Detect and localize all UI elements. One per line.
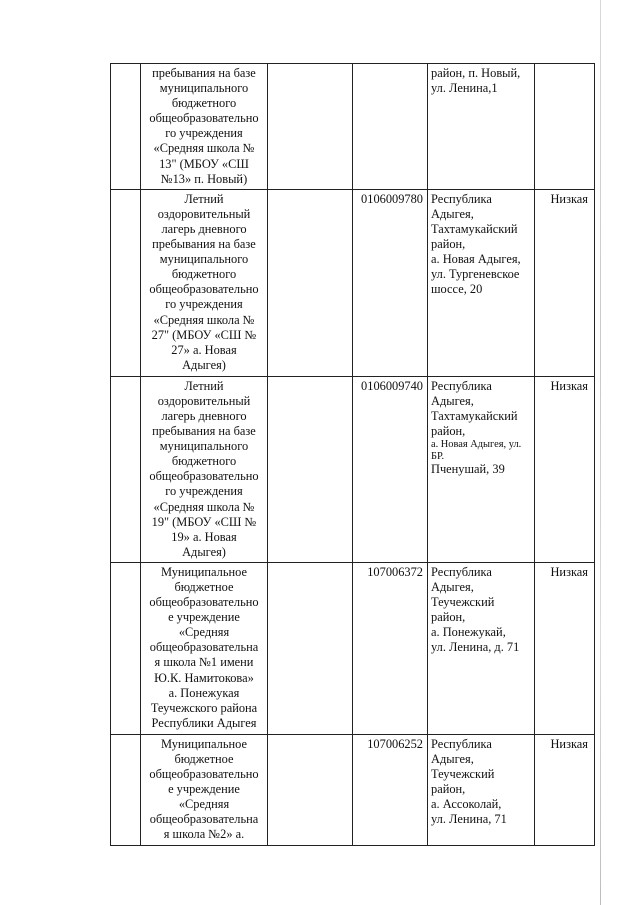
institution-name-cell xyxy=(141,189,268,376)
institution-name-line: го учреждения xyxy=(165,297,243,312)
institution-name-cell xyxy=(141,734,268,845)
institutions-table xyxy=(110,63,595,846)
address-line: Теучежский xyxy=(431,767,495,782)
institution-name-line: я школа №2» а. xyxy=(163,827,245,842)
institution-name-line: общеобразовательно xyxy=(149,767,259,782)
institution-name-line: е учреждение xyxy=(168,610,240,625)
address-line: Адыгея, xyxy=(431,393,474,408)
address-line: Адыгея, xyxy=(431,579,474,594)
institution-name-line: «Средняя xyxy=(178,797,230,812)
address-line: БР. xyxy=(431,450,445,462)
address-line: Тахтамукайский xyxy=(431,221,518,236)
address-line: а. Понежукай, xyxy=(431,625,506,640)
table-body xyxy=(111,64,595,846)
institution-name-line: Летний xyxy=(184,191,224,206)
institution-name-line: общеобразовательно xyxy=(149,469,259,484)
address-line: Адыгея, xyxy=(431,751,474,766)
institution-name-cell xyxy=(141,562,268,734)
row-number-cell xyxy=(111,64,141,190)
address-line: район, xyxy=(431,237,466,252)
registration-code-cell xyxy=(353,734,428,845)
institution-name-line: общеобразовательно xyxy=(149,595,259,610)
address-line: район, xyxy=(431,782,466,797)
address-line: район, п. Новый, xyxy=(431,66,521,80)
institution-name-line: Муниципальное xyxy=(161,736,247,751)
institution-name-line: «Средняя школа № xyxy=(153,312,255,327)
address-line: Теучежский xyxy=(431,595,495,610)
risk-level-cell xyxy=(535,734,595,845)
address-cell xyxy=(428,376,535,562)
risk-level-cell xyxy=(535,64,595,190)
institution-name-line: муниципального xyxy=(159,439,249,454)
address-line: а. Новая Адыгея, xyxy=(431,252,521,267)
address-line: а. Ассоколай, xyxy=(431,797,502,812)
empty-cell xyxy=(268,562,353,734)
address-line: ул. Ленина, д. 71 xyxy=(431,640,520,655)
institution-name-line: го учреждения xyxy=(165,484,243,499)
address-line: а. Новая Адыгея, ул. xyxy=(431,439,522,451)
institution-name-line: общеобразовательна xyxy=(149,640,259,655)
institution-name-line: общеобразовательно xyxy=(149,282,259,297)
institution-name-line: бюджетное xyxy=(174,579,234,594)
address-line: Республика xyxy=(431,736,492,751)
institution-name-line: «Средняя школа № xyxy=(153,499,255,514)
table-row xyxy=(111,189,595,376)
institution-name-line: Муниципальное xyxy=(161,564,247,579)
institution-name-line: Адыгея) xyxy=(182,544,226,559)
empty-cell xyxy=(268,734,353,845)
institution-name-line: лагерь дневного xyxy=(161,408,247,423)
institution-name-line: оздоровительный xyxy=(157,393,251,408)
institution-name-line: 19" (МБОУ «СШ № xyxy=(151,514,257,529)
table-row xyxy=(111,562,595,734)
institution-name-line: е учреждение xyxy=(168,782,240,797)
institution-name-line: «Средняя школа № xyxy=(153,141,255,156)
institution-name-line: муниципального xyxy=(159,81,249,96)
registration-code: 107006372 xyxy=(367,564,423,579)
address-cell xyxy=(428,189,535,376)
address-cell xyxy=(428,64,535,190)
address-line: Тахтамукайский xyxy=(431,408,518,423)
institution-name-line: Ю.К. Намитокова» xyxy=(154,670,254,685)
institution-name-line: пребывания на базе xyxy=(152,237,256,252)
institution-name-line: а. Понежукая xyxy=(168,685,240,700)
address-line: ул. Ленина, 71 xyxy=(431,812,507,827)
institution-name-line: пребывания на базе xyxy=(152,424,256,439)
risk-level: Низкая xyxy=(550,191,588,206)
row-number-cell xyxy=(111,562,141,734)
address-line: Республика xyxy=(431,378,492,393)
table-row xyxy=(111,734,595,845)
risk-level-cell xyxy=(535,562,595,734)
empty-cell xyxy=(268,189,353,376)
institution-name-line: пребывания на базе xyxy=(152,66,256,80)
institution-name-line: Летний xyxy=(184,378,224,393)
registration-code: 0106009740 xyxy=(361,378,423,393)
institution-name-line: 19» а. Новая xyxy=(171,529,237,544)
address-line: ул. Ленина,1 xyxy=(431,81,498,96)
address-line: Адыгея, xyxy=(431,206,474,221)
registration-code-cell xyxy=(353,64,428,190)
registration-code: 0106009780 xyxy=(361,191,423,206)
registration-code-cell xyxy=(353,562,428,734)
institution-name-line: бюджетное xyxy=(174,751,234,766)
institution-name-cell xyxy=(141,64,268,190)
risk-level: Низкая xyxy=(550,736,588,751)
address-cell xyxy=(428,734,535,845)
institution-name-line: бюджетного xyxy=(171,96,237,111)
empty-cell xyxy=(268,64,353,190)
institution-name-line: бюджетного xyxy=(171,454,237,469)
registration-code-cell xyxy=(353,189,428,376)
institution-name-line: 13" (МБОУ «СШ xyxy=(159,156,249,171)
institution-name-line: Теучежского района xyxy=(150,700,258,715)
address-line: Республика xyxy=(431,191,492,206)
table-row xyxy=(111,376,595,562)
address-line: район, xyxy=(431,610,466,625)
institution-name-line: Республики Адыгея xyxy=(151,715,257,730)
institution-name-line: бюджетного xyxy=(171,267,237,282)
institution-name-line: лагерь дневного xyxy=(161,221,247,236)
scan-edge xyxy=(600,0,601,905)
institution-name-line: го учреждения xyxy=(165,126,243,141)
institution-name-line: №13» п. Новый) xyxy=(160,171,248,186)
institution-name-line: муниципального xyxy=(159,252,249,267)
row-number-cell xyxy=(111,376,141,562)
institution-name-line: общеобразовательно xyxy=(149,111,259,126)
registration-code: 107006252 xyxy=(367,736,423,751)
address-line: ул. Тургеневское xyxy=(431,267,520,282)
institution-name-line: 27» а. Новая xyxy=(171,342,237,357)
address-line: район, xyxy=(431,424,466,439)
address-line: Республика xyxy=(431,564,492,579)
risk-level-cell xyxy=(535,376,595,562)
institution-name-line: оздоровительный xyxy=(157,206,251,221)
institution-name-line: я школа №1 имени xyxy=(154,655,254,670)
row-number-cell xyxy=(111,734,141,845)
institution-name-line: общеобразовательна xyxy=(149,812,259,827)
address-line: Пченушай, 39 xyxy=(431,462,505,477)
risk-level-cell xyxy=(535,189,595,376)
row-number-cell xyxy=(111,189,141,376)
institution-name-line: «Средняя xyxy=(178,625,230,640)
table-row xyxy=(111,64,595,190)
risk-level: Низкая xyxy=(550,564,588,579)
address-cell xyxy=(428,562,535,734)
empty-cell xyxy=(268,376,353,562)
registration-code-cell xyxy=(353,376,428,562)
institution-name-line: 27" (МБОУ «СШ № xyxy=(151,327,257,342)
address-line: шоссе, 20 xyxy=(431,282,483,297)
institution-name-line: Адыгея) xyxy=(182,357,226,372)
risk-level: Низкая xyxy=(550,378,588,393)
institution-name-cell xyxy=(141,376,268,562)
